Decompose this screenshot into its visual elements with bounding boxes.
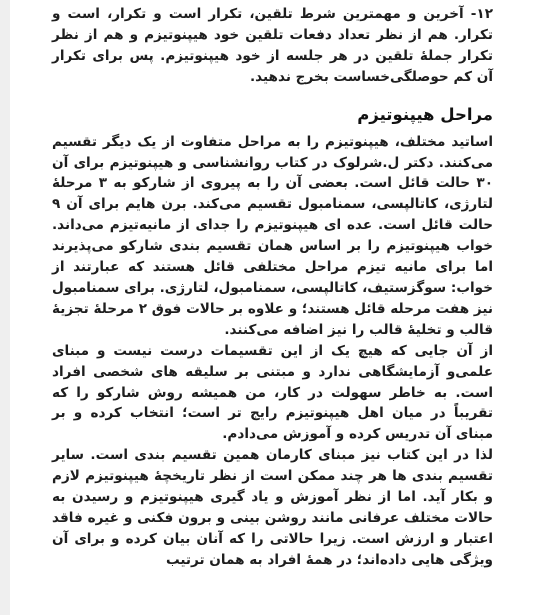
page-content — [52, 4, 493, 571]
paragraph-stages: اساتید مختلف، هیپنوتیزم را به مراحل متفاوت از یک دیگر تقسیم می‌کنند. دکتر ل.شرلوک در کتاب روانشناسی و هیپنوتیزم برای آن ۳۰ حالت قائل است. بعضی آن را به پیروی از شارکو به ۳ مرحلهٔ لتارژی، کاتالپسی، سمنامبول تقسیم می‌کند. برن هایم برای آن ۹ حالت قائل است. عده ای هیپنوتیزم را جدای از مانیه‌تیزم می‌داند. خواب هیپنوتیزم را بر اساس همان تقسیم بندی شارکو می‌پذیرند اما برای مانیه تیزم مراحل مختلفی قائل هستند که عبارتند از خواب: سوگزستیف، کاتالپسی، سمنامبول، لتارژی. برای سمنامبول نیز هفت مرحله قائل هستند؛ و علاوه بر حالات فوق ۲ مرحلهٔ تجزیهٔ قالب و تخلیهٔ قالب را نیز اضافه می‌کنند. — [52, 133, 493, 338]
intro-paragraph: ۱۲- آخرین و مهمترین شرط تلقین، تکرار است و تکرار، است و تکرار. هم از نظر تعداد دفعات تلقین خود هیپنوتیزم و هم از نظر تکرار جملهٔ تلقین در هر جلسه از خود هیپنوتیزم. پس برای تکرار آن کم حوصلگی‌خساست بخرج ندهید. — [52, 6, 493, 85]
page-margin-strip — [0, 0, 10, 615]
paragraph-charcot-method: از آن جایی که هیچ یک از این تقسیمات درست نیست و مبنای علمی‌و آزمایشگاهی ندارد و مبتنی بر سلیقه های شخصی افراد است. به خاطر سهولت در کار، من همیشه روش شارکو را که تقریباً در میان اهل هیپنوتیزم رایج تر است؛ انتخاب کرده و بر مبنای آن تدریس کرده و آموزش می‌دادم. — [52, 342, 493, 443]
paragraph-book-basis: لذا در این کتاب نیز مبنای کارمان همین تقسیم بندی است. سایر تقسیم بندی ها هر چند ممکن است از نظر تاریخچهٔ هیپنوتیزم لازم و بکار آید. اما از نظر آموزش و یاد گیری هیپنوتیزم و رسیدن به حالات مختلف عرفانی مانند روشن بینی و برون فکنی و غیره فاقد اعتبار و ارزش است. زیرا حالاتی را که آنان بیان کرده و برای آن ویژگی هایی داده‌اند؛ در همهٔ افراد به همان ترتیب — [52, 447, 493, 568]
section-heading: مراحل هیپنوتیزم — [357, 104, 493, 124]
